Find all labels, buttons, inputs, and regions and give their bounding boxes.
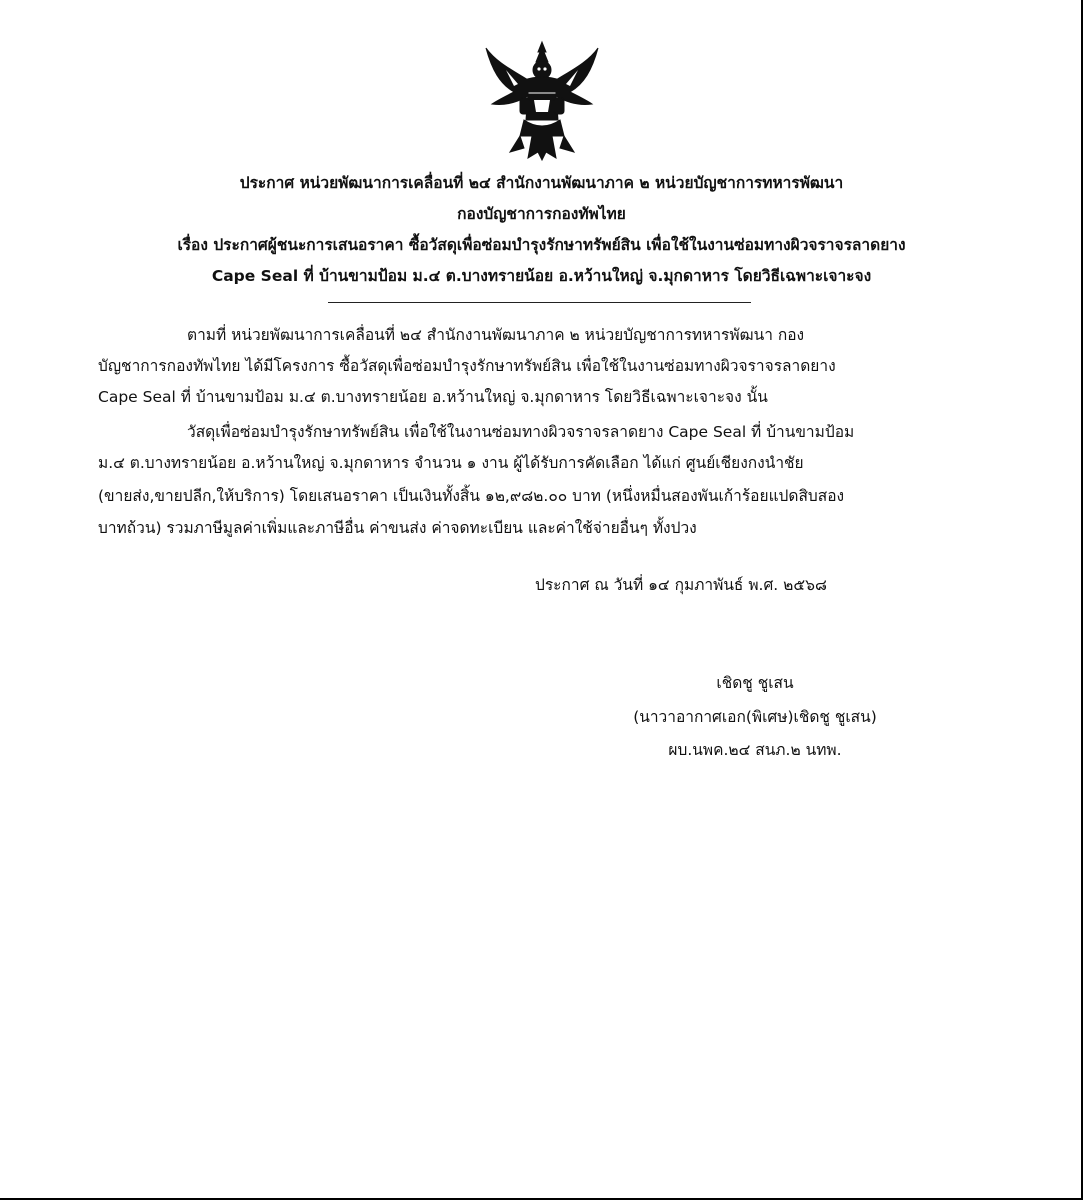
garuda-emblem-icon — [484, 40, 600, 162]
announcement-title-line2: กองบัญชาการกองทัพไทย — [457, 205, 626, 223]
announcement-subject-line2: Cape Seal ที่ บ้านขามป้อม ม.๔ ต.บางทรายน้อย อ.หว้านใหญ่ จ.มุกดาหาร โดยวิธีเฉพาะเจาะจง — [211, 267, 872, 285]
paragraph2-line1: วัสดุเพื่อซ่อมบำรุงรักษาทรัพย์สิน เพื่อใช้ในงานซ่อมทางผิวจราจรลาดยาง Cape Seal ที่ บ้านขามป้อม — [187, 423, 855, 441]
paragraph2-line4: บาทถ้วน) รวมภาษีมูลค่าเพิ่มและภาษีอื่น ค่าขนส่ง ค่าจดทะเบียน และค่าใช้จ่ายอื่นๆ ทั้งปวง — [98, 519, 697, 537]
paragraph2-line3: (ขายส่ง,ขายปลีก,ให้บริการ) โดยเสนอราคา เป็นเงินทั้งสิ้น ๑๒,๙๘๒.๐๐ บาท (หนึ่งหมื่นสองพันเก้าร้อยแปดสิบสอง — [98, 487, 845, 505]
header-separator — [328, 302, 751, 303]
announcement-date: ประกาศ ณ วันที่ ๑๔ กุมภาพันธ์ พ.ศ. ๒๕๖๘ — [535, 576, 827, 594]
paragraph2-line2: ม.๔ ต.บางทรายน้อย อ.หว้านใหญ่ จ.มุกดาหาร จำนวน ๑ งาน ผู้ได้รับการคัดเลือก ได้แก่ ศูนย์เชียงกงนำชัย — [98, 454, 804, 472]
announcement-subject-line1: เรื่อง ประกาศผู้ชนะการเสนอราคา ซื้อวัสดุเพื่อซ่อมบำรุงรักษาทรัพย์สิน เพื่อใช้ในงานซ่อมทางผิวจราจรลาดยาง — [177, 236, 906, 254]
paragraph1-line3: Cape Seal ที่ บ้านขามป้อม ม.๔ ต.บางทรายน้อย อ.หว้านใหญ่ จ.มุกดาหาร โดยวิธีเฉพาะเจาะจง นั้น — [98, 388, 768, 406]
paragraph1-line2: บัญชาการกองทัพไทย ได้มีโครงการ ซื้อวัสดุเพื่อซ่อมบำรุงรักษาทรัพย์สิน เพื่อใช้ในงานซ่อมทางผิวจราจรลาดยาง — [98, 357, 836, 375]
signatory-full-name: (นาวาอากาศเอก(พิเศษ)เชิดชู ชูเสน) — [633, 708, 877, 726]
signatory-position: ผบ.นพค.๒๔ สนภ.๒ นทพ. — [668, 741, 842, 759]
signature-name: เชิดชู ชูเสน — [716, 674, 794, 692]
paragraph1-line1: ตามที่ หน่วยพัฒนาการเคลื่อนที่ ๒๔ สำนักงานพัฒนาภาค ๒ หน่วยบัญชาการทหารพัฒนา กอง — [187, 326, 805, 344]
announcement-title-line1: ประกาศ หน่วยพัฒนาการเคลื่อนที่ ๒๔ สำนักงานพัฒนาภาค ๒ หน่วยบัญชาการทหารพัฒนา — [239, 174, 844, 192]
